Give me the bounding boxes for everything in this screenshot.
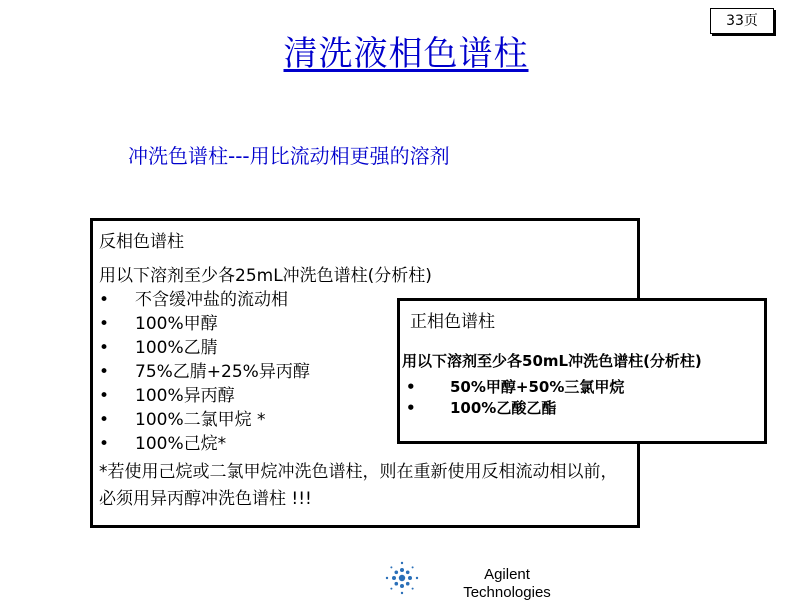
page-number-badge: 33页 (710, 8, 774, 34)
bullet-icon: • (99, 434, 110, 454)
list-item-label: 100%乙腈 (135, 338, 218, 358)
list-item (99, 360, 399, 384)
normal-phase-list (406, 377, 746, 419)
agilent-spark-logo-icon (382, 558, 422, 598)
list-item-label: 100%异丙醇 (135, 386, 235, 406)
company-name (448, 566, 566, 602)
company-line-2: Technologies (463, 584, 551, 601)
list-item-label: 100%乙酸乙酯 (450, 399, 557, 417)
list-item (99, 384, 399, 408)
warning-note: *若使用己烷或二氯甲烷冲洗色谱柱，则在重新使用反相流动相以前，必须用异丙醇冲洗色谱柱 !!! (99, 462, 618, 509)
bullet-icon: • (99, 314, 110, 334)
list-item-label: 100%己烷* (135, 434, 227, 454)
list-item (99, 432, 399, 456)
list-item-label: 50%甲醇+50%三氯甲烷 (450, 378, 625, 396)
list-item-label: 75%乙腈+25%异丙醇 (135, 362, 310, 382)
list-item (406, 398, 746, 419)
bullet-icon: • (99, 338, 110, 358)
normal-phase-heading: 正相色谱柱 (410, 312, 495, 332)
reverse-phase-list (99, 288, 399, 456)
list-item (99, 408, 399, 432)
page-title: 清洗液相色谱柱 (283, 34, 529, 74)
bullet-icon: • (406, 399, 416, 417)
company-line-1: Agilent (484, 566, 530, 583)
normal-phase-box (397, 298, 767, 444)
list-item-label: 不含缓冲盐的流动相 (135, 290, 288, 310)
list-item (406, 377, 746, 398)
bullet-icon: • (406, 378, 416, 396)
list-item-label: 100%二氯甲烷 * (135, 410, 266, 430)
bullet-icon: • (99, 410, 110, 430)
reverse-phase-instruction: 用以下溶剂至少各25mL冲洗色谱柱(分析柱) (99, 266, 432, 286)
bullet-icon: • (99, 362, 110, 382)
bullet-icon: • (99, 290, 110, 310)
reverse-phase-heading: 反相色谱柱 (99, 232, 184, 252)
list-item (99, 288, 399, 312)
list-item (99, 312, 399, 336)
normal-phase-instruction: 用以下溶剂至少各50mL冲洗色谱柱(分析柱) (402, 352, 702, 370)
subtitle: 冲洗色谱柱---用比流动相更强的溶剂 (128, 144, 450, 168)
list-item (99, 336, 399, 360)
list-item-label: 100%甲醇 (135, 314, 218, 334)
bullet-icon: • (99, 386, 110, 406)
